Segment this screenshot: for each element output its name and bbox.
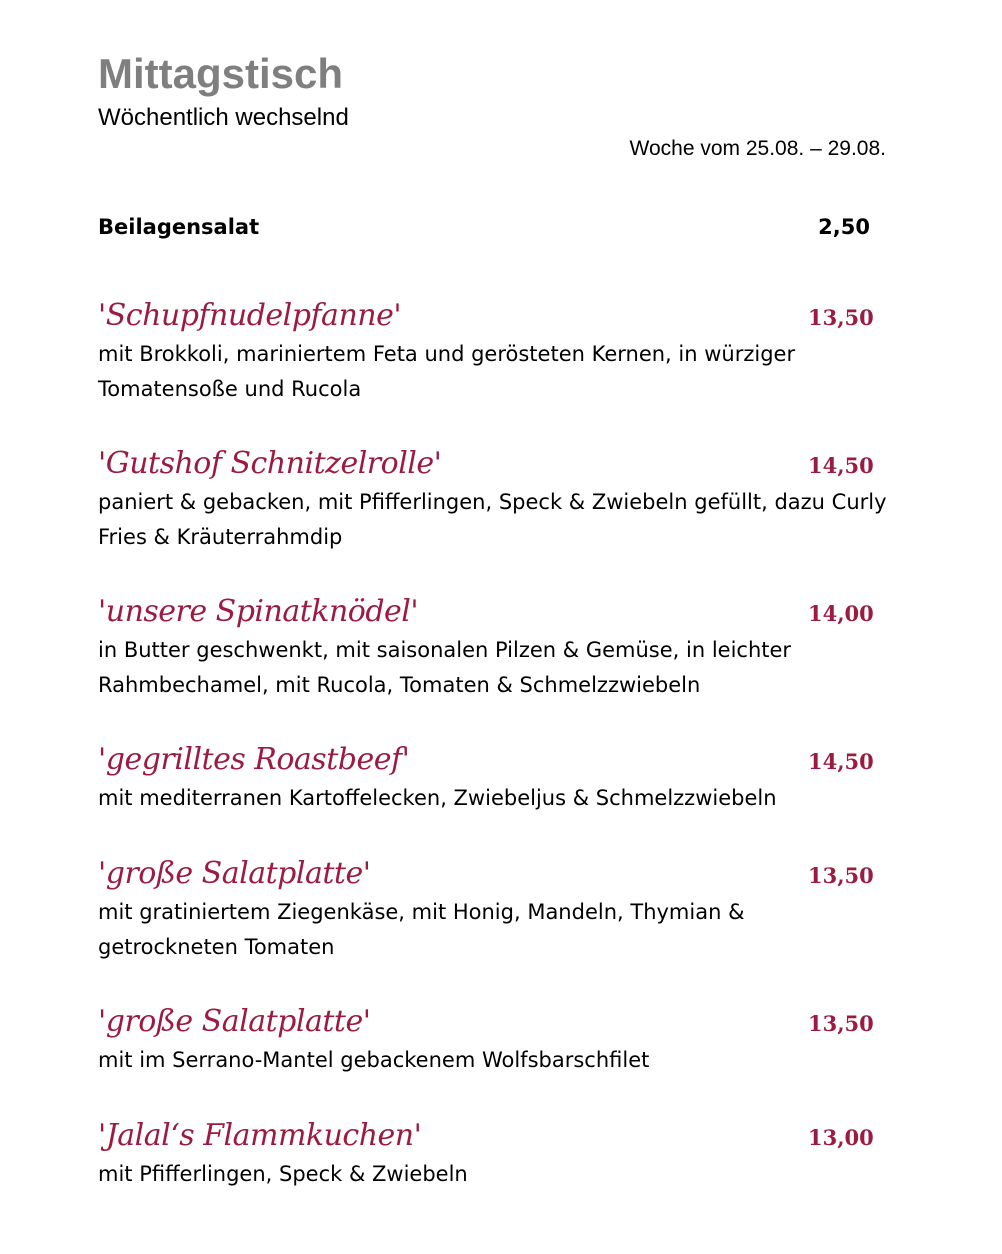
dish-description: paniert & gebacken, mit Pfifferlingen, Speck & Zwiebeln gefüllt, dazu Curly Fries & Kräuterrahmdip (98, 490, 887, 549)
dish-price: 14,00 (808, 601, 874, 626)
menu-item (98, 739, 886, 816)
dish-price: 13,50 (808, 1011, 874, 1036)
dish-price: 14,50 (808, 453, 874, 478)
dish-description: mit mediterranen Kartoffelecken, Zwiebeljus & Schmelzzwiebeln (98, 786, 777, 810)
dish-price: 14,50 (808, 749, 874, 774)
menu-item (98, 853, 886, 965)
dish-name: 'Schupfnudelpfanne' (98, 298, 402, 333)
week-range: Woche vom 25.08. – 29.08. (629, 137, 886, 160)
side-salad-row (98, 212, 870, 242)
dish-name: 'gegrilltes Roastbeef' (98, 742, 410, 777)
page-subtitle: Wöchentlich wechselnd (98, 104, 349, 131)
page-title: Mittagstisch (98, 50, 344, 97)
dish-name: 'große Salatplatte' (98, 856, 371, 891)
dish-price: 13,50 (808, 305, 874, 330)
dish-name: 'unsere Spinatknödel' (98, 594, 419, 629)
dish-price: 13,50 (808, 863, 874, 888)
dish-description: mit im Serrano-Mantel gebackenem Wolfsbarschfilet (98, 1048, 650, 1072)
side-salad-price: 2,50 (818, 215, 870, 239)
dish-description: mit Pfifferlingen, Speck & Zwiebeln (98, 1162, 468, 1186)
menu-item (98, 591, 886, 703)
dish-name: 'Jalal‘s Flammkuchen' (98, 1118, 422, 1153)
side-salad-name: Beilagensalat (98, 215, 260, 239)
menu-item (98, 295, 886, 407)
menu-item (98, 443, 886, 555)
dish-name: 'große Salatplatte' (98, 1004, 371, 1039)
menu-item (98, 1001, 886, 1078)
dish-description: in Butter geschwenkt, mit saisonalen Pilzen & Gemüse, in leichter Rahmbechamel, mit Rucola, Tomaten & Schmelzzwiebeln (98, 638, 792, 697)
menu-item (98, 1115, 886, 1192)
dish-description: mit Brokkoli, mariniertem Feta und gerösteten Kernen, in würziger Tomatensoße und Rucola (98, 342, 796, 401)
dish-price: 13,00 (808, 1125, 874, 1150)
dish-name: 'Gutshof Schnitzelrolle' (98, 446, 442, 481)
dish-description: mit gratiniertem Ziegenkäse, mit Honig, Mandeln, Thymian & getrockneten Tomaten (98, 900, 745, 959)
